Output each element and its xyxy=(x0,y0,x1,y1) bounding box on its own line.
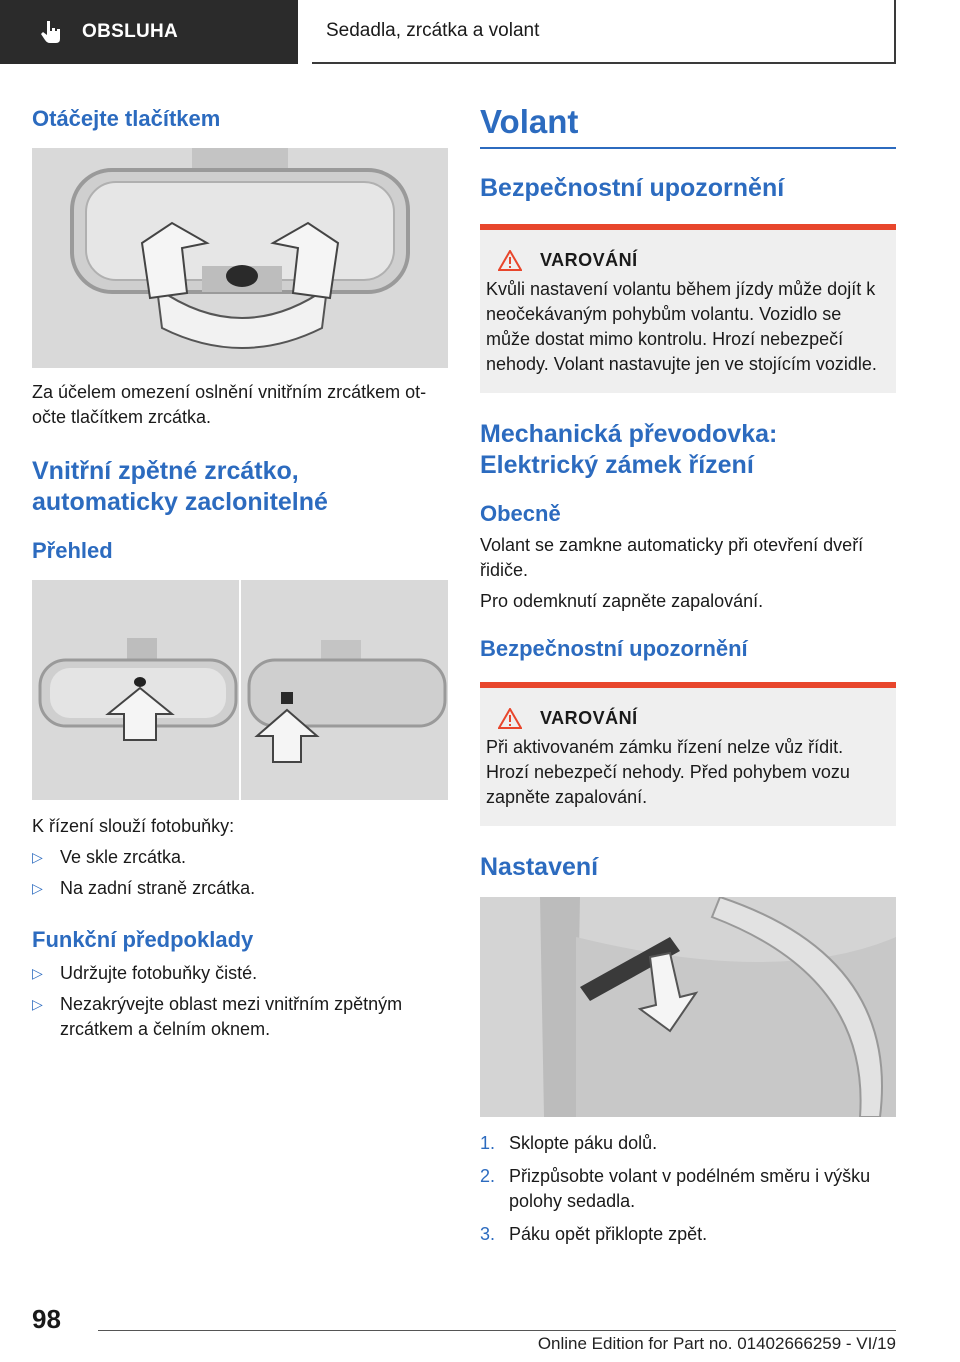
triangle-bullet-icon: ▷ xyxy=(32,965,43,981)
warning-triangle-icon xyxy=(498,708,522,729)
heading-safety-notice-2: Bezpečnostní upozornění xyxy=(480,636,748,661)
list-item: 1. Sklopte páku dolů. xyxy=(480,1133,658,1153)
adjustment-steps xyxy=(480,1131,896,1247)
list-item: ▷ Udržujte fotobuňky čisté. xyxy=(32,961,448,986)
right-column xyxy=(480,100,896,1247)
paragraph-unlock: Pro odemknutí zapněte zapalování. xyxy=(480,591,764,611)
page-header xyxy=(0,0,960,66)
mirror-front-photocell-image xyxy=(32,580,239,800)
section-tab-label: OBSLUHA xyxy=(82,21,179,42)
warning-triangle-icon xyxy=(498,250,522,271)
page-footer xyxy=(0,1290,960,1362)
heading-adjustment: Nastavení xyxy=(480,853,599,881)
warning-header xyxy=(486,708,888,729)
warning-title: VAROVÁNÍ xyxy=(540,708,638,728)
warning-text: Kvůli nastavení volantu během jízdy může dojít k neočekávaným pohybům volantu. Vozidlo se může dostat mimo kontrolu. Hrozí nebezpečí nehody. Volant nastavujte jen ve stojícím vozidle. xyxy=(486,279,877,374)
warning-title: VAROVÁNÍ xyxy=(540,250,638,270)
heading-overview: Přehled xyxy=(32,538,113,563)
heading-prerequisites: Funkční předpoklady xyxy=(32,927,254,952)
heading-safety-notice: Bezpečnostní upozornění xyxy=(480,174,785,202)
photocell-list xyxy=(32,845,448,901)
warning-box xyxy=(480,224,896,393)
list-item: ▷ Nezakrývejte oblast mezi vnitřním zpětným zrcátkem a čelním oknem. xyxy=(32,992,448,1042)
paragraph-turn-button: Za účelem omezení oslnění vnitřním zrcátkem otočte tlačítkem zrcátka. xyxy=(32,382,427,427)
paragraph-lock-general: Volant se zamkne automaticky při otevření dveří řidiče. xyxy=(480,535,864,580)
heading-steering-lock: Mechanická převodovka: Elektrický zámek řízení xyxy=(480,420,778,479)
edition-note: Online Edition for Part no. 01402666259 - VI/19 xyxy=(537,1334,896,1353)
hand-pointer-icon xyxy=(38,19,64,45)
left-column xyxy=(32,100,448,1042)
mirror-rotate-illustration xyxy=(32,148,448,368)
heading-rule xyxy=(480,147,896,149)
footer-divider xyxy=(98,1330,896,1331)
triangle-bullet-icon: ▷ xyxy=(32,880,43,896)
warning-header xyxy=(486,250,888,271)
list-item: ▷ Na zadní straně zrcátka. xyxy=(32,876,448,901)
photocell-illustrations xyxy=(32,580,448,800)
warning-text: Při aktivovaném zámku řízení nelze vůz řídit. Hrozí nebezpečí nehody. Před pohybem vozu zapněte zapalování. xyxy=(486,737,850,807)
triangle-bullet-icon: ▷ xyxy=(32,849,43,865)
prerequisite-list xyxy=(32,961,448,1042)
heading-general: Obecně xyxy=(480,501,561,526)
chapter-title-box xyxy=(312,0,896,64)
list-item: 2. Přizpůsobte volant v podélném směru i výšku polohy sedadla. xyxy=(480,1166,871,1211)
steering-lever-illustration xyxy=(480,897,896,1117)
heading-steering-wheel: Volant xyxy=(480,103,579,140)
paragraph-photocells: K řízení slouží fotobuňky: xyxy=(32,816,235,836)
list-item: 3. Páku opět přiklopte zpět. xyxy=(480,1224,708,1244)
warning-box xyxy=(480,682,896,826)
chapter-title: Sedadla, zrcátka a volant xyxy=(326,20,540,41)
mirror-back-photocell-image xyxy=(241,580,448,800)
triangle-bullet-icon: ▷ xyxy=(32,996,43,1012)
list-item: ▷ Ve skle zrcátka. xyxy=(32,845,448,870)
page-number: 98 xyxy=(32,1304,61,1334)
section-tab[interactable] xyxy=(0,0,298,64)
heading-auto-dimming-mirror: Vnitřní zpětné zrcátko, automaticky zaclonitelné xyxy=(32,457,328,516)
heading-turn-button: Otáčejte tlačítkem xyxy=(32,106,221,131)
